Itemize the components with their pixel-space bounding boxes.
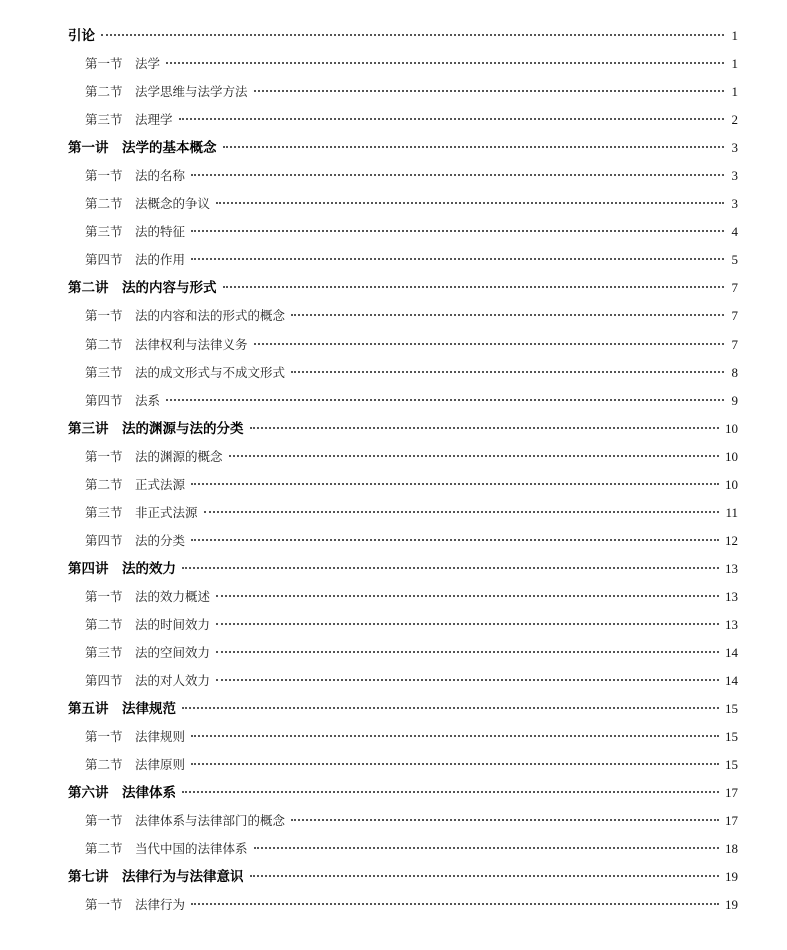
toc-section-entry[interactable] — [68, 190, 738, 218]
dot-leader — [291, 314, 724, 316]
toc-entry-title: 第三节 法的空间效力 — [85, 645, 211, 661]
dot-leader — [182, 707, 719, 709]
toc-entry-title: 第四节 法的分类 — [85, 532, 186, 548]
toc-page-number: 17 — [725, 785, 738, 801]
dot-leader — [191, 258, 724, 260]
toc-page-number: 15 — [725, 701, 738, 717]
toc-entry-title: 第三节 法的特征 — [85, 224, 186, 240]
dot-leader — [191, 903, 719, 905]
toc-entry-title: 第三节 法理学 — [85, 112, 173, 128]
toc-page-number: 19 — [725, 869, 738, 885]
toc-page-number: 12 — [725, 532, 738, 548]
toc-section-entry[interactable] — [68, 891, 738, 919]
toc-section-entry[interactable] — [68, 611, 738, 639]
toc-page-number: 14 — [725, 645, 738, 661]
dot-leader — [179, 118, 724, 120]
toc-section-entry[interactable] — [68, 499, 738, 527]
toc-page-number: 9 — [731, 392, 738, 408]
toc-section-entry[interactable] — [68, 50, 738, 78]
dot-leader — [204, 511, 720, 513]
toc-section-entry[interactable] — [68, 246, 738, 274]
toc-section-entry[interactable] — [68, 106, 738, 134]
dot-leader — [101, 34, 724, 36]
toc-section-entry[interactable] — [68, 78, 738, 106]
toc-entry-title: 第七讲 法律行为与法律意识 — [68, 869, 244, 886]
toc-entry-title: 第四节 法的作用 — [85, 252, 186, 268]
toc-entry-title: 第二节 法律权利与法律义务 — [85, 336, 248, 352]
toc-section-entry[interactable] — [68, 583, 738, 611]
toc-page-number: 15 — [725, 729, 738, 745]
toc-page-number: 13 — [725, 560, 738, 576]
toc-section-entry[interactable] — [68, 835, 738, 863]
toc-chapter-entry[interactable] — [68, 695, 738, 723]
toc-entry-title: 第五讲 法律规范 — [68, 701, 176, 718]
toc-page-number: 5 — [731, 252, 738, 268]
toc-page-number: 4 — [731, 224, 738, 240]
toc-page-number: 7 — [731, 280, 738, 296]
toc-page-number: 10 — [725, 476, 738, 492]
toc-entry-title: 第二节 正式法源 — [85, 476, 186, 492]
toc-entry-title: 第三讲 法的渊源与法的分类 — [68, 420, 244, 437]
toc-entry-title: 第二节 法的时间效力 — [85, 616, 211, 632]
toc-entry-title: 第四节 法系 — [85, 392, 161, 408]
toc-section-entry[interactable] — [68, 359, 738, 387]
dot-leader — [254, 90, 724, 92]
toc-section-entry[interactable] — [68, 807, 738, 835]
toc-entry-title: 第二讲 法的内容与形式 — [68, 280, 217, 297]
toc-section-entry[interactable] — [68, 527, 738, 555]
dot-leader — [216, 595, 719, 597]
table-of-contents — [68, 22, 738, 920]
toc-chapter-entry[interactable] — [68, 274, 738, 302]
dot-leader — [291, 371, 724, 373]
toc-chapter-entry[interactable] — [68, 134, 738, 162]
toc-entry-title: 第一节 法的渊源的概念 — [85, 448, 223, 464]
toc-page-number: 10 — [725, 420, 738, 436]
toc-entry-title: 引论 — [68, 28, 95, 44]
toc-section-entry[interactable] — [68, 302, 738, 330]
toc-entry-title: 第三节 法的成文形式与不成文形式 — [85, 364, 286, 380]
toc-entry-title: 第一节 法律规则 — [85, 729, 186, 745]
dot-leader — [216, 679, 719, 681]
toc-page-number: 2 — [731, 112, 738, 128]
toc-chapter-entry[interactable] — [68, 863, 738, 891]
dot-leader — [250, 875, 720, 877]
toc-entry-title: 第一节 法律行为 — [85, 897, 186, 913]
toc-page-number: 3 — [731, 196, 738, 212]
toc-entry-title: 第一节 法的效力概述 — [85, 588, 211, 604]
toc-page-number: 7 — [731, 336, 738, 352]
toc-page-number: 3 — [731, 140, 738, 156]
dot-leader — [291, 819, 719, 821]
toc-entry-title: 第二节 法概念的争议 — [85, 196, 211, 212]
toc-entry-title: 第二节 法学思维与法学方法 — [85, 84, 248, 100]
dot-leader — [191, 230, 724, 232]
toc-page-number: 1 — [731, 28, 738, 43]
toc-entry-title: 第四讲 法的效力 — [68, 560, 176, 577]
dot-leader — [216, 623, 719, 625]
dot-leader — [191, 735, 719, 737]
dot-leader — [216, 651, 719, 653]
toc-section-entry[interactable] — [68, 387, 738, 415]
dot-leader — [250, 427, 720, 429]
toc-section-entry[interactable] — [68, 331, 738, 359]
dot-leader — [166, 399, 724, 401]
dot-leader — [191, 763, 719, 765]
toc-page-number: 7 — [731, 308, 738, 324]
toc-entry-title: 第一节 法的名称 — [85, 168, 186, 184]
toc-page-number: 1 — [731, 56, 738, 72]
toc-entry-title: 第六讲 法律体系 — [68, 785, 176, 802]
toc-page-number: 3 — [731, 168, 738, 184]
toc-chapter-entry[interactable] — [68, 555, 738, 583]
toc-page-number: 14 — [725, 673, 738, 689]
toc-page-number: 15 — [725, 757, 738, 773]
dot-leader — [216, 202, 724, 204]
dot-leader — [191, 539, 719, 541]
toc-page-number: 13 — [725, 588, 738, 604]
toc-entry-title: 第一讲 法学的基本概念 — [68, 140, 217, 157]
toc-page-number: 17 — [725, 813, 738, 829]
dot-leader — [254, 343, 724, 345]
dot-leader — [182, 791, 719, 793]
dot-leader — [191, 174, 724, 176]
toc-section-entry[interactable] — [68, 471, 738, 499]
toc-section-entry[interactable] — [68, 751, 738, 779]
toc-page-number: 13 — [725, 616, 738, 632]
toc-page-number: 19 — [725, 897, 738, 913]
toc-chapter-entry[interactable] — [68, 415, 738, 443]
dot-leader — [166, 62, 724, 64]
toc-section-entry[interactable] — [68, 162, 738, 190]
toc-entry-title: 第一节 法的内容和法的形式的概念 — [85, 308, 286, 324]
dot-leader — [254, 847, 719, 849]
toc-entry-title: 第四节 法的对人效力 — [85, 673, 211, 689]
toc-chapter-entry[interactable] — [68, 779, 738, 807]
toc-entry-title: 第二节 当代中国的法律体系 — [85, 841, 248, 857]
toc-entry-title: 第一节 法律体系与法律部门的概念 — [85, 813, 286, 829]
toc-page-number: 10 — [725, 448, 738, 464]
toc-entry-title: 第三节 非正式法源 — [85, 504, 198, 520]
toc-page-number: 11 — [725, 504, 738, 520]
toc-page-number: 1 — [731, 84, 738, 100]
toc-page-number: 8 — [731, 364, 738, 380]
dot-leader — [223, 146, 725, 148]
toc-page-number: 18 — [725, 841, 738, 857]
dot-leader — [182, 567, 719, 569]
toc-entry-title: 第二节 法律原则 — [85, 757, 186, 773]
toc-section-entry[interactable] — [68, 218, 738, 246]
dot-leader — [191, 483, 719, 485]
toc-entry-title: 第一节 法学 — [85, 56, 161, 72]
toc-chapter-entry[interactable] — [68, 22, 738, 50]
toc-section-entry[interactable] — [68, 723, 738, 751]
toc-section-entry[interactable] — [68, 443, 738, 471]
dot-leader — [223, 286, 725, 288]
toc-section-entry[interactable] — [68, 667, 738, 695]
toc-section-entry[interactable] — [68, 639, 738, 667]
dot-leader — [229, 455, 719, 457]
